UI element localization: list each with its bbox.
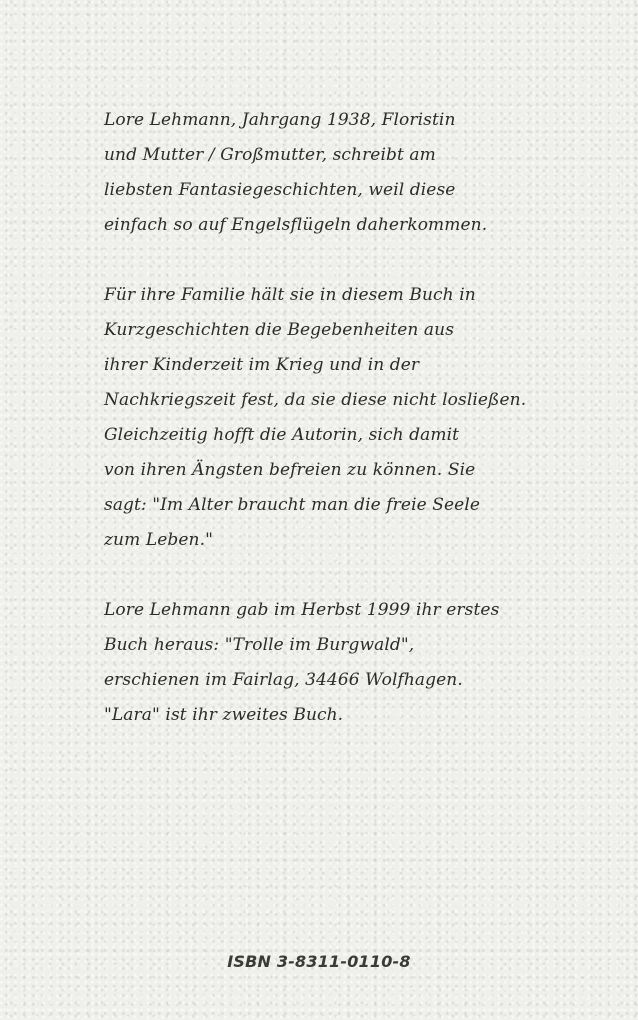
blurb-line: sagt: "Im Alter braucht man die freie Seele xyxy=(104,495,481,515)
author-blurb xyxy=(104,103,554,733)
blurb-line: Nachkriegszeit fest, da sie diese nicht losließen. xyxy=(104,390,527,410)
blurb-paragraph-1 xyxy=(104,103,554,243)
blurb-line: liebsten Fantasiegeschichten, weil diese xyxy=(104,180,456,200)
blurb-line: Kurzgeschichten die Begebenheiten aus xyxy=(104,320,455,340)
blurb-line: und Mutter / Großmutter, schreibt am xyxy=(104,145,436,165)
blurb-line: zum Leben." xyxy=(104,530,213,550)
blurb-line: von ihren Ängsten befreien zu können. Sie xyxy=(104,460,476,480)
isbn-number: ISBN 3-8311-0110-8 xyxy=(227,952,411,971)
blurb-line: Gleichzeitig hofft die Autorin, sich damit xyxy=(104,425,460,445)
blurb-paragraph-2 xyxy=(104,278,554,558)
blurb-paragraph-3 xyxy=(104,593,554,733)
blurb-line: Lore Lehmann, Jahrgang 1938, Floristin xyxy=(104,110,456,130)
blurb-line: Für ihre Familie hält sie in diesem Buch in xyxy=(104,285,476,305)
blurb-line: erschienen im Fairlag, 34466 Wolfhagen. xyxy=(104,670,463,690)
blurb-line: ihrer Kinderzeit im Krieg und in der xyxy=(104,355,420,375)
paragraph-gap xyxy=(104,243,554,278)
blurb-line: einfach so auf Engelsflügeln daherkommen. xyxy=(104,215,488,235)
blurb-line: "Lara" ist ihr zweites Buch. xyxy=(104,705,344,725)
blurb-line: Lore Lehmann gab im Herbst 1999 ihr erstes xyxy=(104,600,500,620)
blurb-line: Buch heraus: "Trolle im Burgwald", xyxy=(104,635,415,655)
paragraph-gap xyxy=(104,558,554,593)
